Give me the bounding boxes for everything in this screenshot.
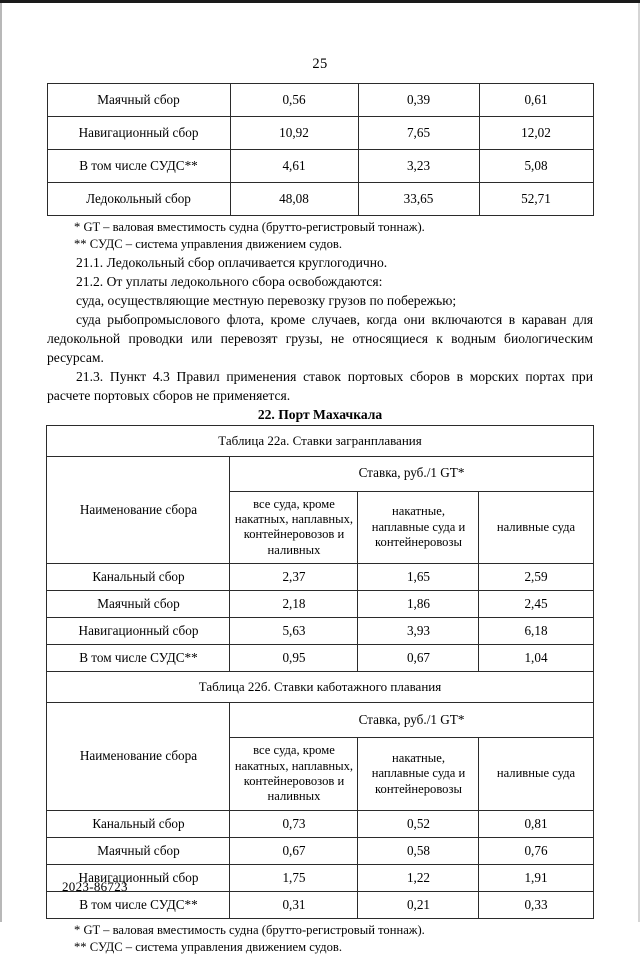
paragraph-21-2: 21.2. От уплаты ледокольного сбора освобождаются: bbox=[76, 274, 383, 290]
fee-value-cell: 0,39 bbox=[358, 84, 479, 117]
fee-value-cell: 10,92 bbox=[230, 117, 358, 150]
table-row bbox=[47, 150, 593, 183]
paragraph-fishing-fleet: суда рыбопромыслового флота, кроме случаев, когда они включаются в караван для ледокольной проводки или перевозят грузы, не относящиеся к водным биологическим ресурсам. bbox=[47, 312, 593, 366]
notes-bottom-block bbox=[47, 922, 593, 956]
table-body bbox=[47, 84, 593, 216]
fee-value-cell: 3,23 bbox=[358, 150, 479, 183]
fee-value-cell: 33,65 bbox=[358, 183, 479, 216]
table-header-row bbox=[47, 456, 593, 491]
table-row bbox=[47, 892, 593, 919]
footnote-suds: ** СУДС – система управления движением судов. bbox=[74, 940, 342, 955]
header-fee-name: Наименование сбора bbox=[47, 456, 230, 563]
fee-value-cell: 0,76 bbox=[479, 837, 593, 864]
fee-value-cell: 1,91 bbox=[479, 864, 593, 891]
table-22a bbox=[46, 425, 593, 920]
fee-name-cell: Навигационный сбор bbox=[47, 117, 230, 150]
fee-value-cell: 0,33 bbox=[479, 892, 593, 919]
fee-name-cell: Маячный сбор bbox=[47, 591, 230, 618]
fee-value-cell: 1,65 bbox=[358, 563, 479, 590]
fee-name-cell: Навигационный сбор bbox=[47, 618, 230, 645]
fee-value-cell: 0,52 bbox=[358, 810, 479, 837]
fee-name-cell: Канальный сбор bbox=[47, 810, 230, 837]
table-row bbox=[47, 591, 593, 618]
header-vessels-tanker: наливные суда bbox=[479, 738, 593, 810]
header-rate-group: Ставка, руб./1 GT* bbox=[230, 703, 593, 738]
fee-value-cell: 0,81 bbox=[479, 810, 593, 837]
table-header-row bbox=[47, 703, 593, 738]
fee-value-cell: 6,18 bbox=[479, 618, 593, 645]
fee-value-cell: 0,61 bbox=[479, 84, 593, 117]
table-row bbox=[47, 84, 593, 117]
header-rate-group: Ставка, руб./1 GT* bbox=[230, 456, 593, 491]
fee-value-cell: 3,93 bbox=[358, 618, 479, 645]
table-row bbox=[47, 645, 593, 672]
fee-value-cell: 2,18 bbox=[230, 591, 358, 618]
header-vessels-roro: накатные, наплавные суда и контейнеровозы bbox=[358, 491, 479, 563]
header-vessels-roro: накатные, наплавные суда и контейнеровозы bbox=[358, 738, 479, 810]
fee-value-cell: 2,45 bbox=[479, 591, 593, 618]
fee-value-cell: 5,08 bbox=[479, 150, 593, 183]
table-row bbox=[47, 117, 593, 150]
header-vessels-other: все суда, кроме накатных, наплавных, контейнеровозов и наливных bbox=[230, 491, 358, 563]
fee-name-cell: В том числе СУДС** bbox=[47, 892, 230, 919]
paragraph-21-3: 21.3. Пункт 4.3 Правил применения ставок портовых сборов в морских портах при расчете портовых сборов не применяется. bbox=[47, 369, 593, 404]
table-row bbox=[47, 837, 593, 864]
fee-name-cell: Маячный сбор bbox=[47, 84, 230, 117]
fee-name-cell: Ледокольный сбор bbox=[47, 183, 230, 216]
table-row bbox=[47, 618, 593, 645]
header-vessels-tanker: наливные суда bbox=[479, 491, 593, 563]
fee-name-cell: Маячный сбор bbox=[47, 837, 230, 864]
fee-value-cell: 0,56 bbox=[230, 84, 358, 117]
fee-value-cell: 0,58 bbox=[358, 837, 479, 864]
fee-value-cell: 0,21 bbox=[358, 892, 479, 919]
table-caption-row bbox=[47, 425, 593, 456]
fee-value-cell: 7,65 bbox=[358, 117, 479, 150]
fee-value-cell: 12,02 bbox=[479, 117, 593, 150]
fee-value-cell: 1,75 bbox=[230, 864, 358, 891]
table-caption: Таблица 22б. Ставки каботажного плавания bbox=[47, 672, 593, 703]
header-fee-name: Наименование сбора bbox=[47, 703, 230, 810]
fee-name-cell: В том числе СУДС** bbox=[47, 645, 230, 672]
fee-value-cell: 0,31 bbox=[230, 892, 358, 919]
fee-value-cell: 2,59 bbox=[479, 563, 593, 590]
footnote-suds: ** СУДС – система управления движением судов. bbox=[74, 237, 342, 252]
table-row bbox=[47, 183, 593, 216]
fee-value-cell: 0,67 bbox=[358, 645, 479, 672]
fee-name-cell: Канальный сбор bbox=[47, 563, 230, 590]
table-body bbox=[47, 425, 593, 919]
footnote-gt: * GT – валовая вместимость судна (брутто-регистровый тоннаж). bbox=[74, 923, 425, 938]
table-caption: Таблица 22а. Ставки загранплавания bbox=[47, 425, 593, 456]
fee-value-cell: 48,08 bbox=[230, 183, 358, 216]
notes-and-paragraphs-block bbox=[47, 219, 593, 423]
paragraph-21-1: 21.1. Ледокольный сбор оплачивается круглогодично. bbox=[76, 255, 388, 271]
fee-value-cell: 52,71 bbox=[479, 183, 593, 216]
fee-value-cell: 1,22 bbox=[358, 864, 479, 891]
fee-value-cell: 4,61 bbox=[230, 150, 358, 183]
table-row bbox=[47, 810, 593, 837]
fee-value-cell: 1,04 bbox=[479, 645, 593, 672]
fee-value-cell: 0,95 bbox=[230, 645, 358, 672]
table-caption-row bbox=[47, 672, 593, 703]
table-continued-fragment bbox=[47, 83, 594, 216]
page-number: 25 bbox=[312, 56, 328, 72]
paragraph-coastal-transport: суда, осуществляющие местную перевозку грузов по побережью; bbox=[76, 293, 457, 309]
document-footer-code: 2023-86723 bbox=[62, 879, 128, 894]
fee-value-cell: 2,37 bbox=[230, 563, 358, 590]
fee-name-cell: Навигационный сбор bbox=[47, 864, 230, 891]
footnote-gt: * GT – валовая вместимость судна (брутто-регистровый тоннаж). bbox=[74, 220, 425, 234]
fee-value-cell: 5,63 bbox=[230, 618, 358, 645]
header-vessels-other: все суда, кроме накатных, наплавных, контейнеровозов и наливных bbox=[230, 738, 358, 810]
fee-value-cell: 0,67 bbox=[230, 837, 358, 864]
table-row bbox=[47, 563, 593, 590]
fee-value-cell: 0,73 bbox=[230, 810, 358, 837]
section-heading-port-makhachkala: 22. Порт Махачкала bbox=[257, 406, 383, 422]
fee-name-cell: В том числе СУДС** bbox=[47, 150, 230, 183]
fee-value-cell: 1,86 bbox=[358, 591, 479, 618]
table-row bbox=[47, 864, 593, 891]
